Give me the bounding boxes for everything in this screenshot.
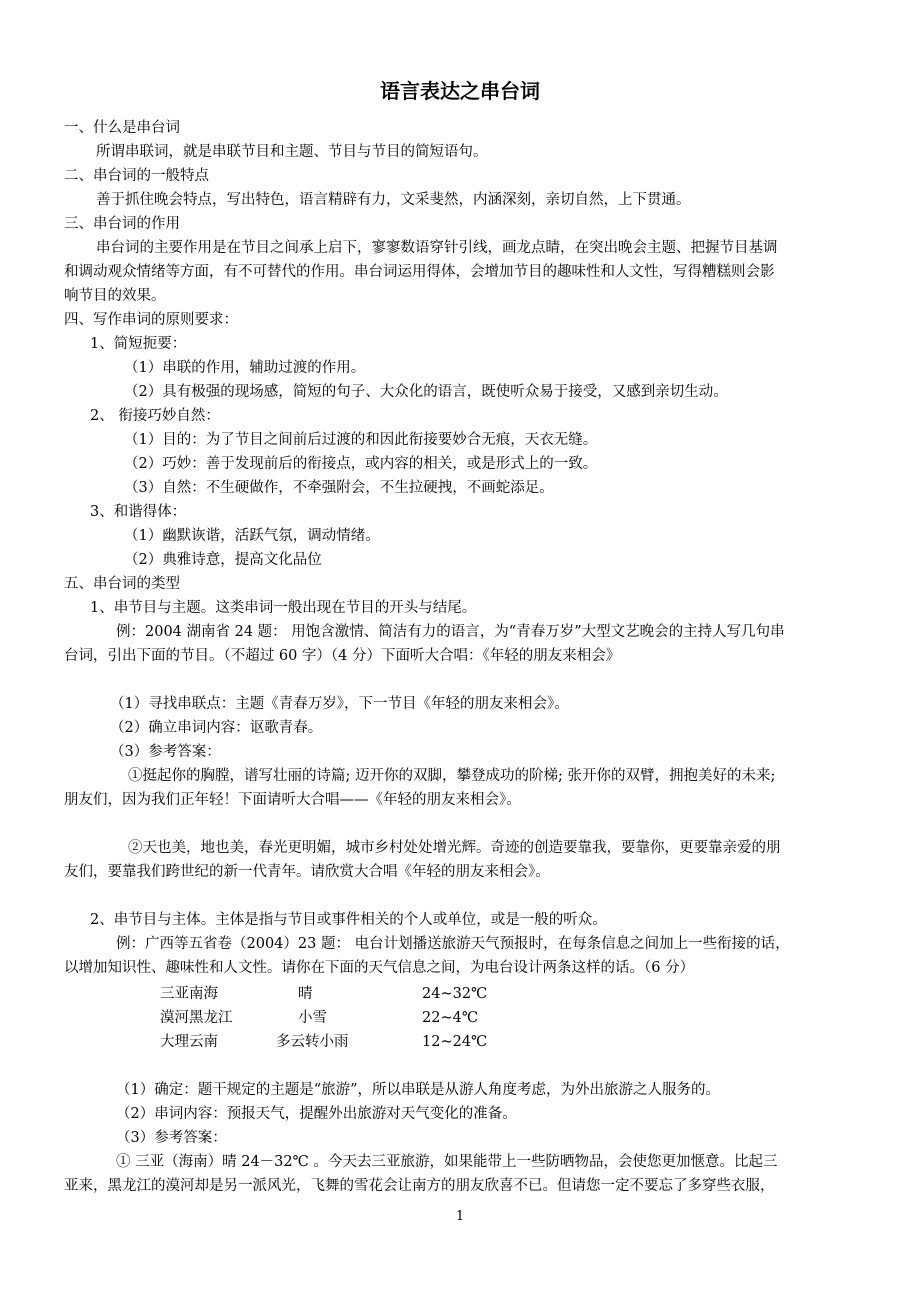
section-3-heading: 三、串台词的作用 [64, 216, 180, 232]
type-2-step: （3）参考答案： [116, 1130, 227, 1146]
section-1-heading: 一、什么是串台词 [64, 120, 180, 136]
section-2-body: 善于抓住晚会特点，写出特色，语言精辟有力，文采斐然，内涵深刻，亲切自然，上下贯通。 [96, 192, 691, 208]
type-1-answer-1-line: ①挺起你的胸膛，谱写壮丽的诗篇; 迈开你的双脚，攀登成功的阶梯; 张开你的双臂，拥抱美好的未来; [128, 768, 776, 784]
type-2-heading: 2、串节目与主体。主体是指与节目或事件相关的个人或单位，或是一般的听众。 [90, 912, 607, 928]
type-2-step: （2）串词内容：预报天气，提醒外出旅游对天气变化的准备。 [116, 1106, 517, 1122]
principle-item: （1）幽默诙谐，活跃气氛，调动情绪。 [124, 528, 380, 544]
weather-condition: 晴 [298, 986, 313, 1002]
principle-1-heading: 1、简短扼要： [90, 336, 187, 352]
type-2-example-line: 例：广西等五省卷（2004）23 题： 电台计划播送旅游天气预报时，在每条信息之间加上一些衔接的话， [116, 936, 790, 952]
type-1-step: （2）确立串词内容：讴歌青春。 [110, 720, 323, 736]
section-3-line: 串台词的主要作用是在节目之间承上启下，寥寥数语穿针引线，画龙点睛，在突出晚会主题、把握节目基调 [96, 240, 778, 256]
type-1-step: （3）参考答案： [110, 744, 221, 760]
type-1-step: （1）寻找串联点：主题《青春万岁》，下一节目《年轻的朋友来相会》。 [110, 696, 569, 712]
type-2-step: （1）确定：题干规定的主题是“旅游”，所以串联是从游人角度考虑，为外出旅游之人服务的。 [116, 1082, 721, 1098]
principle-item: （3）自然：不生硬做作，不牵强附会，不生拉硬拽，不画蛇添足。 [124, 480, 554, 496]
type-2-answer-1-line: ① 三亚（海南）晴 24－32℃ 。今天去三亚旅游，如果能带上一些防晒物品，会使您更加惬意。比起三 [116, 1154, 778, 1170]
weather-temp: 24~32℃ [422, 986, 488, 1002]
weather-place: 大理云南 [160, 1034, 218, 1050]
weather-condition: 小雪 [298, 1010, 327, 1026]
type-1-example-line: 例：2004 湖南省 24 题： 用饱含激情、简洁有力的语言，为“青春万岁”大型文艺晚会的主持人写几句串 [116, 624, 785, 640]
type-2-answer-1-line: 亚来，黑龙江的漠河却是另一派风光，飞舞的雪花会让南方的朋友欣喜不已。但请您一定不要忘了多穿些衣服， [64, 1178, 775, 1194]
page-number: 1 [455, 1209, 465, 1224]
type-1-answer-1-line: 朋友们，因为我们正年轻！下面请听大合唱——《年轻的朋友来相会》。 [64, 792, 521, 808]
section-5-heading: 五、串台词的类型 [64, 576, 180, 592]
weather-place: 三亚南海 [160, 986, 218, 1002]
principle-2-heading: 2、 衔接巧妙自然： [90, 408, 220, 424]
type-1-answer-2-line: 友们，要靠我们跨世纪的新一代青年。请欣赏大合唱《年轻的朋友来相会》。 [64, 864, 550, 880]
section-3-line: 响节目的效果。 [64, 288, 166, 304]
document-title: 语言表达之串台词 [380, 79, 540, 103]
section-4-heading: 四、写作串词的原则要求： [64, 312, 238, 328]
principle-item: （2）巧妙：善于发现前后的衔接点，或内容的相关，或是形式上的一致。 [124, 456, 598, 472]
type-2-example-line: 以增加知识性、趣味性和人文性。请你在下面的天气信息之间，为电台设计两条这样的话。（6 分） [64, 960, 695, 976]
weather-condition: 多云转小雨 [276, 1034, 349, 1050]
principle-item: （1）目的：为了节目之间前后过渡的和因此衔接要妙合无痕，天衣无缝。 [124, 432, 598, 448]
weather-place: 漠河黑龙江 [160, 1010, 233, 1026]
principle-item: （1）串联的作用，辅助过渡的作用。 [124, 360, 366, 376]
section-2-heading: 二、串台词的一般特点 [64, 168, 209, 184]
type-1-answer-2-line: ②天也美，地也美，春光更明媚，城市乡村处处增光辉。奇迹的创造要靠我，要靠你，更要靠亲爱的朋 [128, 840, 781, 856]
weather-temp: 22~4℃ [422, 1010, 479, 1026]
type-1-heading: 1、串节目与主题。这类串词一般出现在节目的开头与结尾。 [90, 600, 477, 616]
section-3-line: 和调动观众情绪等方面，有不可替代的作用。串台词运用得体，会增加节目的趣味性和人文性，写得糟糕则会影 [64, 264, 775, 280]
principle-item: （2）具有极强的现场感，简短的句子、大众化的语言，既使听众易于接受，又感到亲切生动。 [124, 384, 728, 400]
weather-temp: 12~24℃ [422, 1034, 488, 1050]
type-1-example-line: 台词，引出下面的节目。（不超过 60 字）（4 分）下面听大合唱：《年轻的朋友来相会》 [64, 648, 621, 664]
principle-item: （2）典雅诗意，提高文化品位 [124, 552, 322, 568]
principle-3-heading: 3、和谐得体： [90, 504, 187, 520]
section-1-body: 所谓串联词，就是串联节目和主题、节目与节目的简短语句。 [96, 144, 488, 160]
